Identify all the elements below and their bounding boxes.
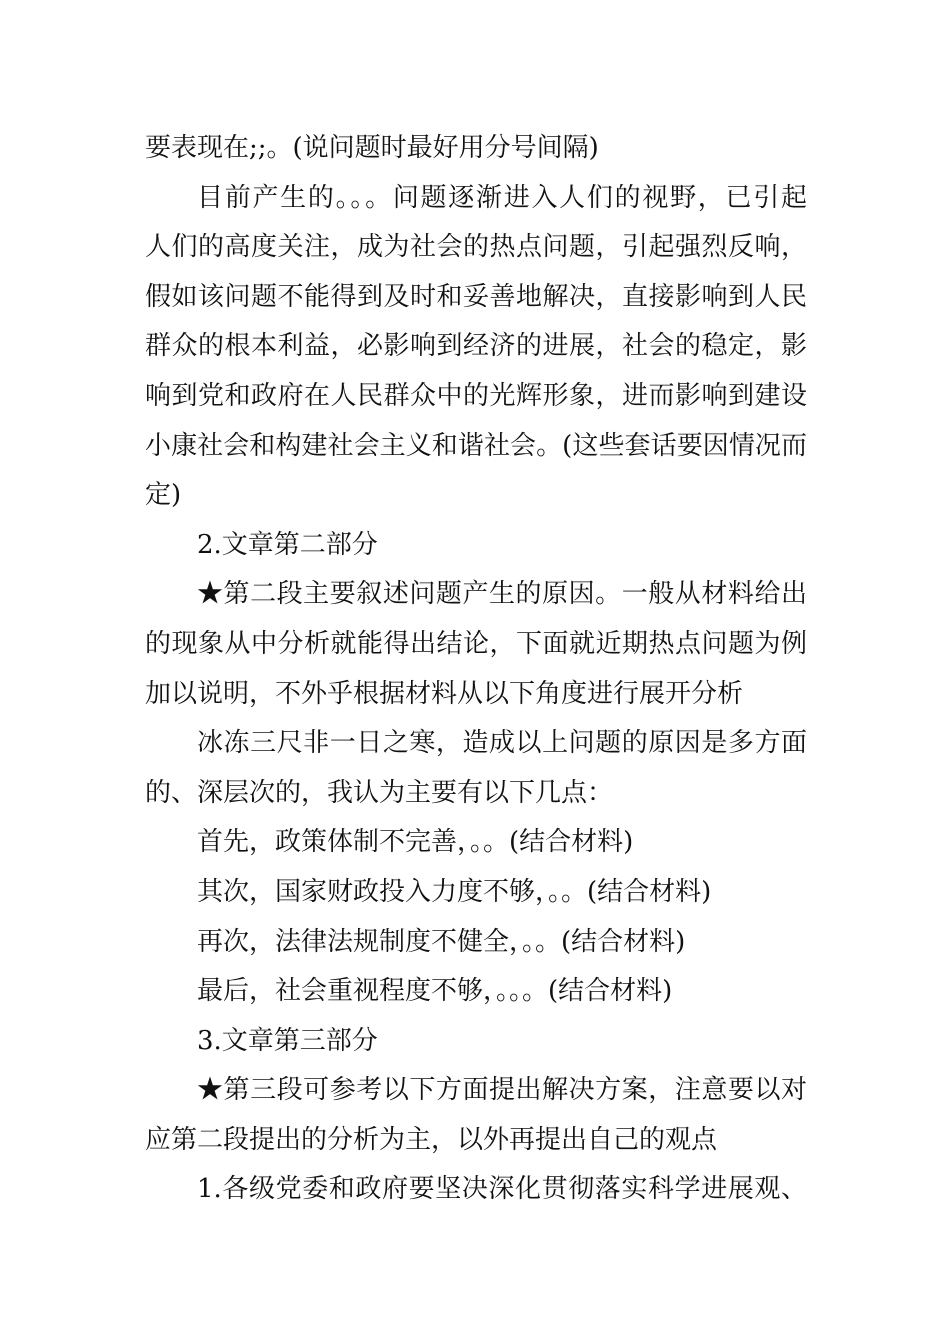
document-line: 3.文章第三部分 [197,1025,378,1056]
document-line: 应第二段提出的分析为主，以外再提出自己的观点 [145,1124,718,1155]
document-line: 的、深层次的，我认为主要有以下几点： [145,777,614,808]
document-line: 响到党和政府在人民群众中的光辉形象，进而影响到建设 [145,380,807,411]
document-line: 1.各级党委和政府要坚决深化贯彻落实科学进展观、 [197,1174,807,1205]
document-line: ★第三段可参考以下方面提出解决方案，注意要以对 [197,1075,807,1106]
document-line: 要表现在;;。(说问题时最好用分号间隔) [145,133,599,163]
document-line: 最后，社会重视程度不够，。。。(结合材料) [197,976,673,1007]
document-line: 首先，政策体制不完善，。。(结合材料) [197,827,634,858]
document-line: 加以说明，不外乎根据材料从以下角度进行展开分析 [145,678,744,709]
document-line: 群众的根本利益，必影响到经济的进展，社会的稳定，影 [145,331,807,362]
document-line: 冰冻三尺非一日之寒，造成以上问题的原因是多方面 [197,728,807,759]
document-line: 其次，国家财政投入力度不够，。。(结合材料) [197,876,712,907]
document-body [145,124,807,1215]
document-line: 目前产生的。。。问题逐渐进入人们的视野，已引起 [197,182,807,213]
document-line: 人们的高度关注，成为社会的热点问题，引起强烈反响， [145,232,807,263]
document-line: ★第二段主要叙述问题产生的原因。一般从材料给出 [197,579,807,610]
document-line: 的现象从中分析就能得出结论，下面就近期热点问题为例 [145,628,807,659]
document-line: 再次，法律法规制度不健全，。。(结合材料) [197,926,686,957]
document-line: 假如该问题不能得到及时和妥善地解决，直接影响到人民 [145,281,807,312]
document-line: 2.文章第二部分 [197,529,378,560]
document-line: 定) [145,480,182,511]
document-line: 小康社会和构建社会主义和谐社会。(这些套话要因情况而 [145,430,807,461]
